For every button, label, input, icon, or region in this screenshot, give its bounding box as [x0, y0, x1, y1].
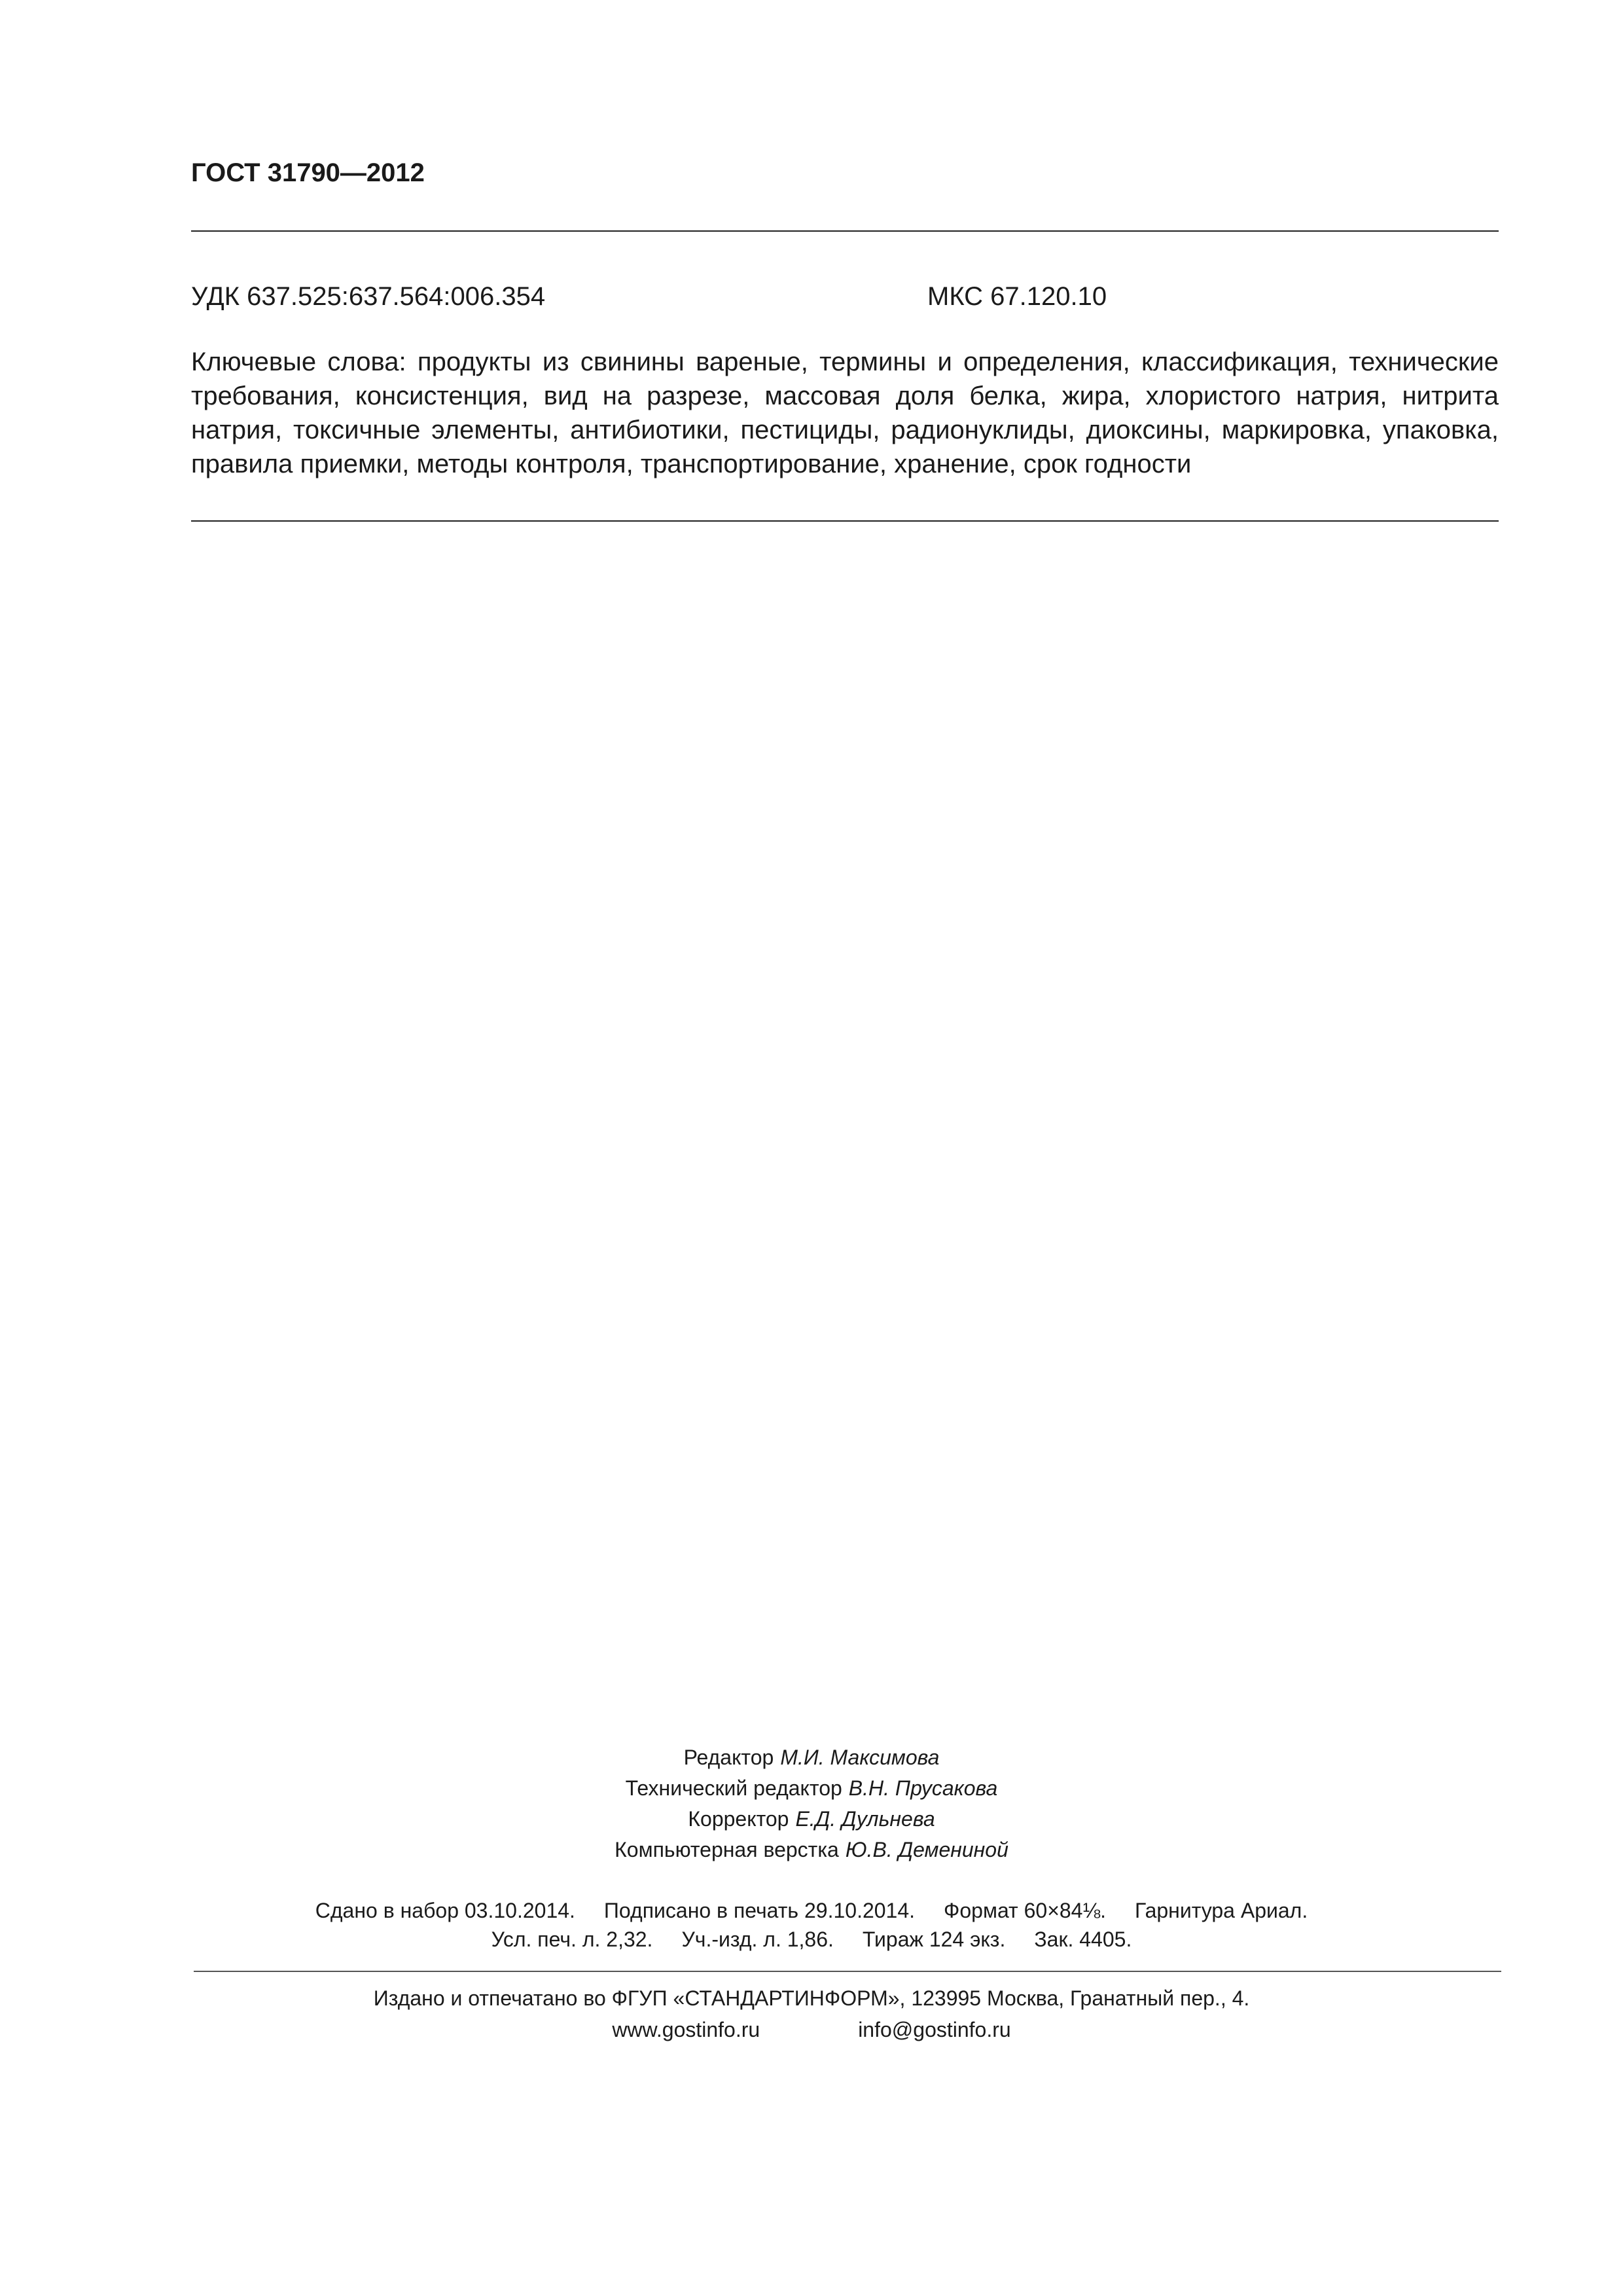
credit-role: Корректор	[688, 1807, 789, 1831]
credit-name: Е.Д. Дульнева	[795, 1807, 935, 1831]
credit-editor	[0, 1742, 1623, 1773]
top-divider	[191, 230, 1499, 232]
udk-code: УДК 637.525:637.564:006.354	[191, 282, 546, 311]
publisher-address: Издано и отпечатано во ФГУП «СТАНДАРТИНФОРМ», 123995 Москва, Гранатный пер., 4.	[373, 1986, 1250, 2010]
credit-layout	[0, 1835, 1623, 1865]
keywords-paragraph: Ключевые слова: продукты из свинины вареные, термины и определения, классификация, технические требования, консистенция, вид на разрезе, массовая доля белка, жира, хлористого натрия, нитрита натрия, токсичные элементы, антибиотики, пестициды, радионуклиды, диоксины, маркировка, упаковка, правила приемки, методы контроля, транспортирование, хранение, срок годности	[191, 348, 1499, 478]
order-number: Зак. 4405.	[1034, 1928, 1132, 1951]
credit-tech-editor	[0, 1773, 1623, 1804]
credit-proofreader	[0, 1804, 1623, 1835]
mks-code: МКС 67.120.10	[927, 282, 1107, 311]
publisher-contacts	[0, 2014, 1623, 2045]
publishing-sheets: Уч.-изд. л. 1,86.	[681, 1928, 834, 1951]
credit-name: М.И. Максимова	[780, 1746, 940, 1769]
typeset-date: Сдано в набор 03.10.2014.	[315, 1899, 575, 1922]
document-id: ГОСТ 31790—2012	[191, 158, 425, 187]
print-info-line-1	[0, 1896, 1623, 1925]
credit-role: Технический редактор	[625, 1776, 842, 1800]
credit-name: Ю.В. Демениной	[845, 1838, 1008, 1861]
publisher-block	[0, 1982, 1623, 2045]
credits-block	[0, 1742, 1623, 1865]
credit-name: В.Н. Прусакова	[848, 1776, 998, 1800]
publisher-email[interactable]: info@gostinfo.ru	[858, 2018, 1011, 2041]
print-info-line-2	[0, 1925, 1623, 1954]
footer-divider	[194, 1971, 1501, 1972]
paper-format: Формат 60×84⅛.	[944, 1899, 1107, 1922]
typeface: Гарнитура Ариал.	[1135, 1899, 1308, 1922]
signed-date: Подписано в печать 29.10.2014.	[603, 1899, 916, 1922]
print-run: Тираж 124 экз.	[862, 1928, 1006, 1951]
keywords-divider	[191, 520, 1499, 522]
credit-role: Компьютерная верстка	[615, 1838, 839, 1861]
credit-role: Редактор	[683, 1746, 774, 1769]
printed-sheets: Усл. печ. л. 2,32.	[491, 1928, 653, 1951]
print-info-block	[0, 1896, 1623, 1954]
publisher-website[interactable]: www.gostinfo.ru	[612, 2018, 760, 2041]
